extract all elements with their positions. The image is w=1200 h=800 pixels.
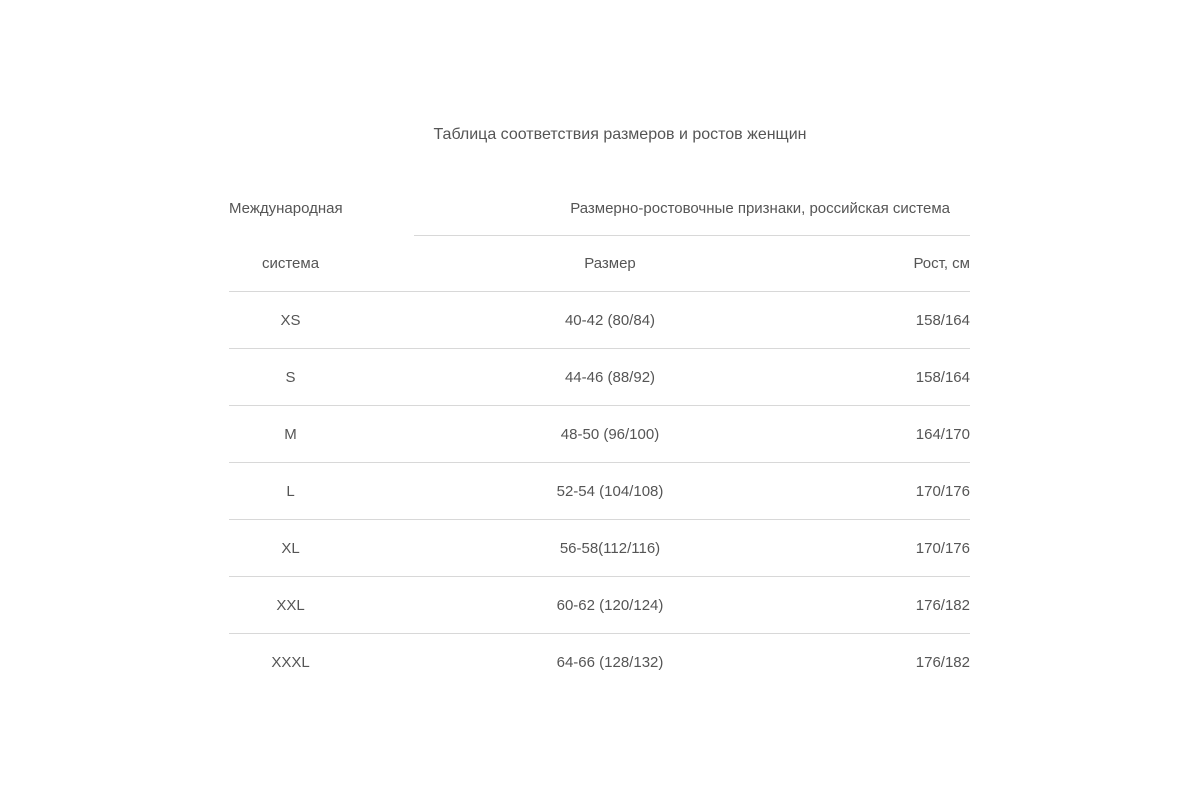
cell-height: 164/170 (915, 426, 970, 443)
header-international-line2: система (261, 255, 320, 272)
cell-height: 170/176 (915, 483, 970, 500)
cell-international-size: XXXL (271, 654, 310, 671)
table-row (229, 520, 970, 577)
table-row (229, 577, 970, 634)
cell-russian-size: 40-42 (80/84) (564, 312, 656, 329)
cell-height: 158/164 (915, 369, 970, 386)
table-row (229, 406, 970, 463)
header-russian-system-group: Размерно-ростовочные признаки, российская система (570, 200, 950, 217)
table-row (229, 292, 970, 349)
header-row (229, 235, 970, 292)
cell-russian-size: 48-50 (96/100) (560, 426, 660, 443)
cell-russian-size: 60-62 (120/124) (556, 597, 664, 614)
cell-international-size: S (285, 369, 296, 386)
cell-height: 176/182 (915, 597, 970, 614)
table-row (229, 463, 970, 520)
table-body (229, 292, 970, 691)
page-title: Таблица соответствия размеров и ростов женщин (433, 126, 807, 143)
table-row (229, 634, 970, 691)
table-row (229, 349, 970, 406)
header-international-line1: Международная (229, 200, 343, 217)
cell-russian-size: 52-54 (104/108) (556, 483, 664, 500)
header-size: Размер (584, 255, 636, 272)
cell-international-size: L (286, 483, 295, 500)
header-height: Рост, см (913, 255, 970, 272)
cell-international-size: XXL (276, 597, 305, 614)
cell-international-size: M (284, 426, 297, 443)
cell-height: 176/182 (915, 654, 970, 671)
cell-height: 170/176 (915, 540, 970, 557)
cell-international-size: XS (280, 312, 301, 329)
cell-international-size: XL (281, 540, 300, 557)
cell-russian-size: 56-58(112/116) (559, 540, 661, 557)
cell-russian-size: 64-66 (128/132) (556, 654, 664, 671)
cell-russian-size: 44-46 (88/92) (564, 369, 656, 386)
cell-height: 158/164 (915, 312, 970, 329)
